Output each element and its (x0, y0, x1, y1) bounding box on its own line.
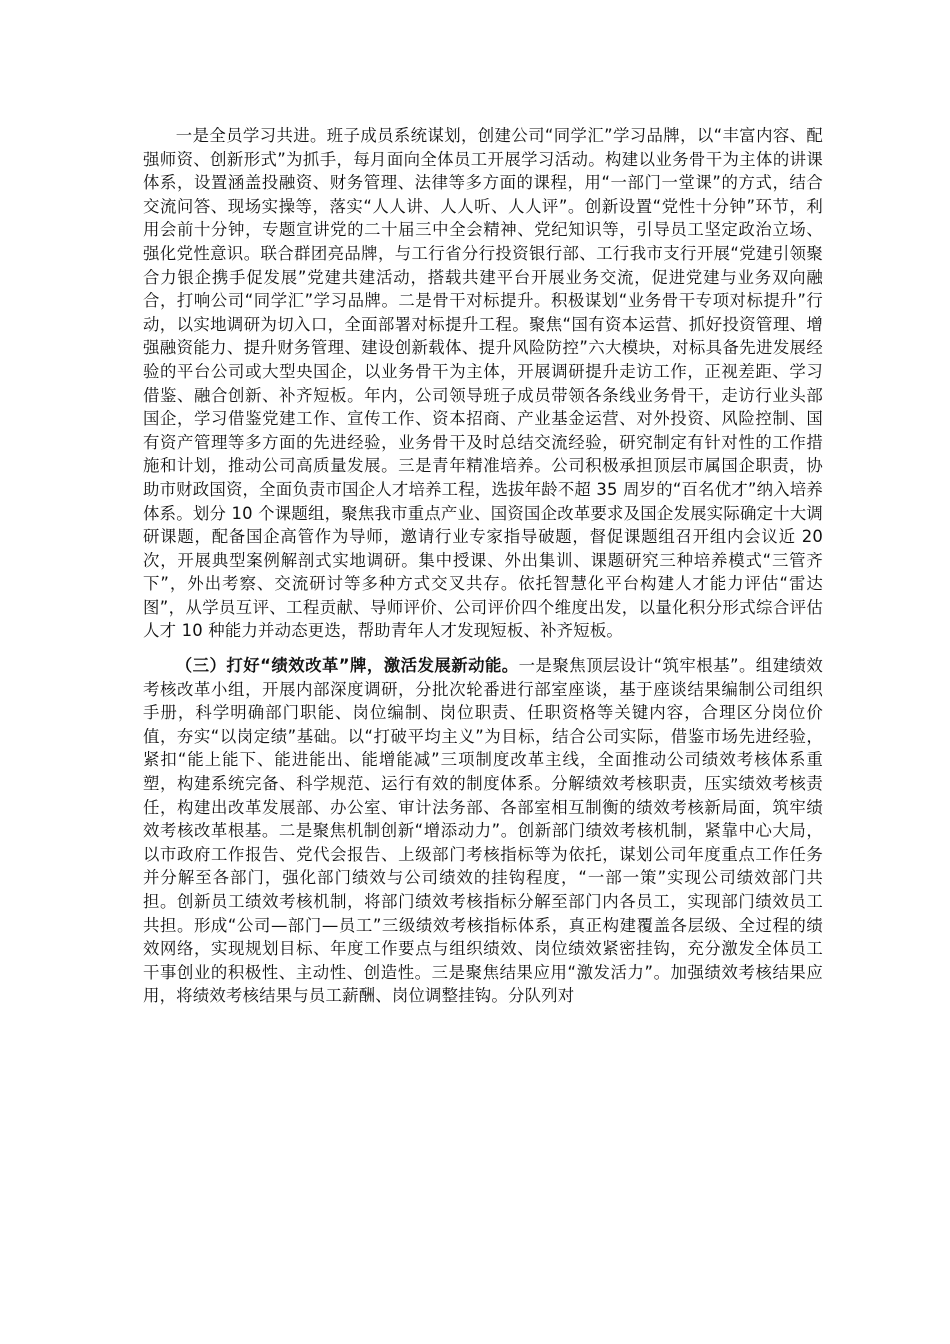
section-heading: （三）打好“绩效改革”牌，激活发展新动能。 (175, 656, 519, 676)
paragraph-performance-body: 一是聚焦顶层设计“筑牢根基”。组建绩效考核改革小组，开展内部深度调研，分批次轮番进行部室座谈，基于座谈结果编制公司组织手册，科学明确部门职能、岗位编制、岗位职责、任职资格等关键内容，合理区分岗位价值，夯实“以岗定绩”基础。以“打破平均主义”为目标，结合公司实际，借鉴市场先进经验，紧扣“能上能下、能进能出、能增能减”三项制度改革主线，全面推动公司绩效考核体系重塑，构建系统完备、科学规范、运行有效的制度体系。分解绩效考核职责，压实绩效考核责任，构建出改革发展部、办公室、审计法务部、各部室相互制衡的绩效考核新局面，筑牢绩效考核改革根基。二是聚焦机制创新“增添动力”。创新部门绩效考核机制，紧靠中心大局，以市政府工作报告、党代会报告、上级部门考核指标等为依托，谋划公司年度重点工作任务并分解至各部门，强化部门绩效与公司绩效的挂钩程度，“一部一策”实现公司绩效部门共担。创新员工绩效考核机制，将部门绩效考核指标分解至部门内各员工，实现部门绩效员工共担。形成“公司—部门—员工”三级绩效考核指标体系，真正构建覆盖各层级、全过程的绩效网络，实现规划目标、年度工作要点与组织绩效、岗位绩效紧密挂钩，充分激发全体员工干事创业的积极性、主动性、创造性。三是聚焦结果应用“激发活力”。加强绩效考核结果应用，将绩效考核结果与员工薪酬、岗位调整挂钩。分队列对 (143, 656, 823, 1006)
document-body (143, 124, 823, 1019)
paragraph-performance-reform (143, 654, 823, 1008)
paragraph-learning: 一是全员学习共进。班子成员系统谋划，创建公司“同学汇”学习品牌，以“丰富内容、配强师资、创新形式”为抓手，每月面向全体员工开展学习活动。构建以业务骨干为主体的讲课体系，设置涵盖投融资、财务管理、法律等多方面的课程，用“一部门一堂课”的方式，结合交流问答、现场实操等，落实“人人讲、人人听、人人评”。创新设置“党性十分钟”环节，利用会前十分钟，专题宣讲党的二十届三中全会精神、党纪知识等，引导员工坚定政治立场、强化党性意识。联合群团亮品牌，与工行省分行投资银行部、工行我市支行开展“党建引领聚合力银企携手促发展”党建共建活动，搭载共建平台开展业务交流，促进党建与业务双向融合，打响公司“同学汇”学习品牌。二是骨干对标提升。积极谋划“业务骨干专项对标提升”行动，以实地调研为切入口，全面部署对标提升工程。聚焦“国有资本运营、抓好投资管理、增强融资能力、提升财务管理、建设创新载体、提升风险防控”六大模块，对标具备先进发展经验的平台公司或大型央国企，以业务骨干为主体，开展调研提升走访工作，正视差距、学习借鉴、融合创新、补齐短板。年内，公司领导班子成员带领各条线业务骨干，走访行业头部国企，学习借鉴党建工作、宣传工作、资本招商、产业基金运营、对外投资、风险控制、国有资产管理等多方面的先进经验，业务骨干及时总结交流经验，研究制定有针对性的工作措施和计划，推动公司高质量发展。三是青年精准培养。公司积极承担顶层市属国企职责，协助市财政国资，全面负责市国企人才培养工程，选拔年龄不超 35 周岁的“百名优才”纳入培养体系。划分 10 个课题组，聚焦我市重点产业、国资国企改革要求及国企发展实际确定十大调研课题，配备国企高管作为导师，邀请行业专家指导破题，督促课题组召开组内会议近 20 次，开展典型案例解剖式实地调研。集中授课、外出集训、课题研究三种培养模式“三管齐下”，外出考察、交流研讨等多种方式交叉共存。依托智慧化平台构建人才能力评估“雷达图”，从学员互评、工程贡献、导师评价、公司评价四个维度出发，以量化积分形式综合评估人才 10 种能力并动态更迭，帮助青年人才发现短板、补齐短板。 (143, 126, 823, 641)
